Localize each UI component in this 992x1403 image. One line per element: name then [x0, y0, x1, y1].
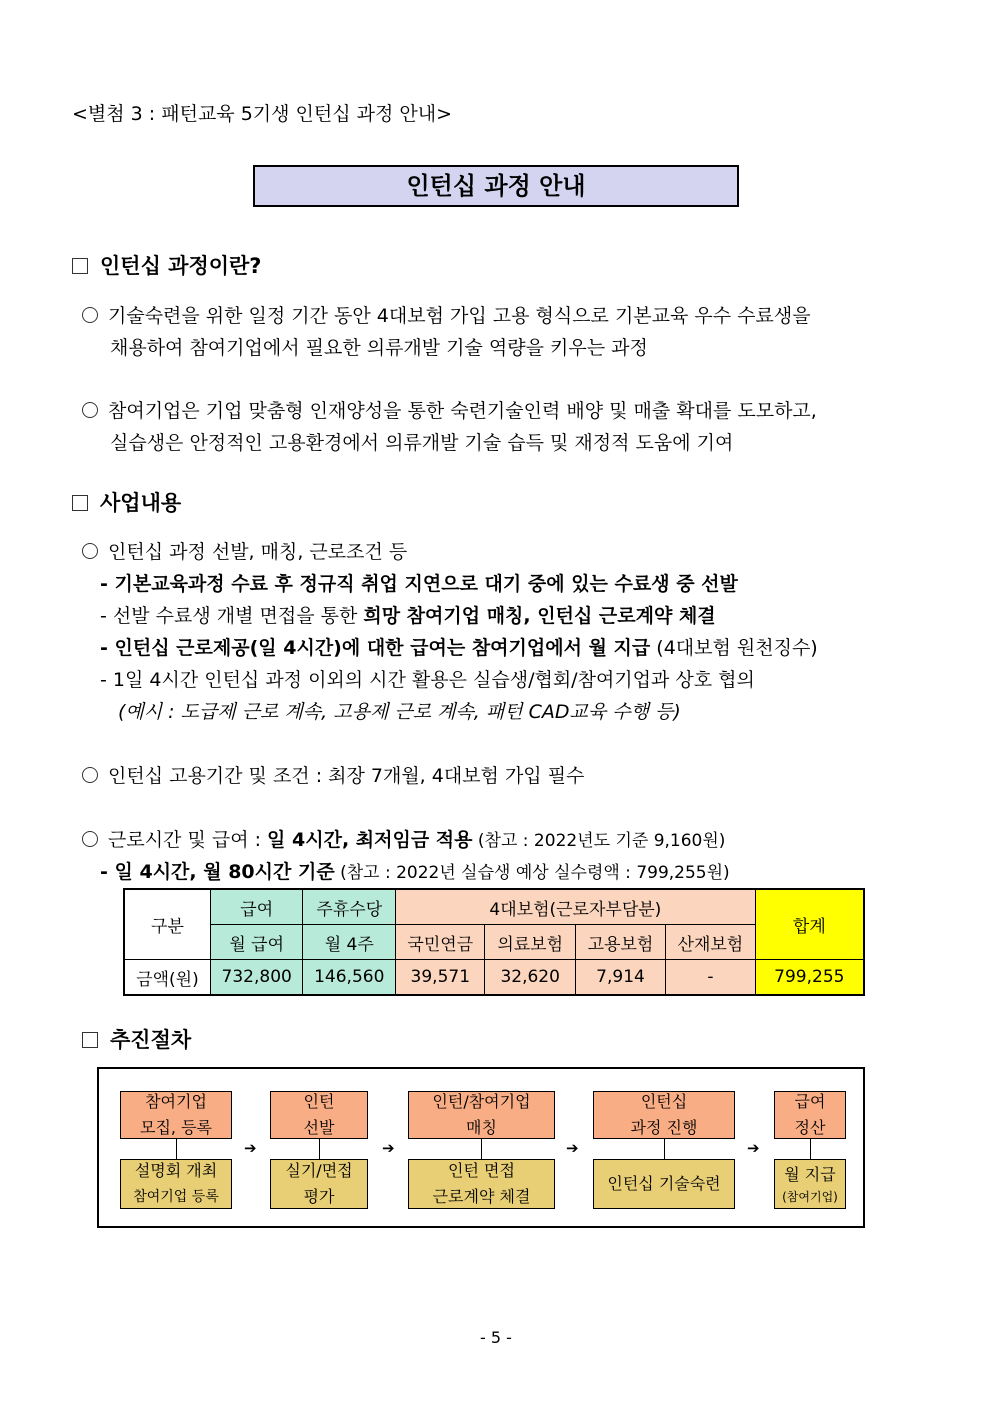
- section2-bullet3-sub: [100, 860, 730, 885]
- connector-line: [176, 1139, 177, 1159]
- section2-heading-text: 사업내용: [100, 491, 182, 515]
- step-text: 참여기업: [145, 1092, 207, 1111]
- row-pension: 39,571: [396, 960, 485, 996]
- sub-note: (참고 : 2022년 실습생 예상 실수령액 : 799,255원): [334, 863, 730, 883]
- row-salary: 732,800: [210, 960, 303, 996]
- step2-bottom-box: [270, 1159, 368, 1209]
- section1-heading-text: 인턴십 과정이란?: [100, 254, 262, 278]
- step-text: 모집, 등록: [140, 1118, 212, 1137]
- step-text: 월 지급: [784, 1165, 836, 1184]
- header-holiday: 주휴수당: [303, 889, 396, 925]
- step-text: 평가: [303, 1187, 335, 1206]
- detail-line-2: [100, 604, 716, 628]
- detail-line-1: - 기본교육과정 수료 후 정규직 취업 지연으로 대기 중에 있는 수료생 중 선발: [100, 573, 738, 595]
- bullet-note: (참고 : 2022년도 기준 9,160원): [472, 831, 726, 851]
- step-text: 정산: [794, 1118, 826, 1137]
- process-flow: [97, 1067, 865, 1228]
- section2-bullet2: [82, 764, 584, 788]
- step-text: 참여기업 등록: [133, 1189, 219, 1205]
- bullet-text: 기술숙련을 위한 일정 기간 동안 4대보험 가입 고용 형식으로 기본교육 우수 수료생을: [108, 305, 811, 327]
- detail-text: (4대보험 원천징수): [650, 637, 818, 659]
- section1-heading: [72, 253, 262, 279]
- step-text: 인턴십 기술숙련: [607, 1174, 721, 1193]
- row-employment: 7,914: [575, 960, 665, 996]
- bullet-bold: 일 4시간, 최저임금 적용: [267, 829, 473, 851]
- header-insurance: 4대보험(근로자부담분): [396, 889, 756, 925]
- step-text: 선발: [303, 1118, 335, 1137]
- sub-pension: 국민연금: [396, 925, 485, 960]
- connector-line: [481, 1139, 482, 1159]
- header-gubun: 구분: [124, 889, 210, 960]
- circle-bullet-icon: [82, 307, 98, 323]
- step-text: 인턴/참여기업: [432, 1092, 531, 1111]
- attachment-heading: <별첨 3 : 패턴교육 5기생 인턴십 과정 안내>: [72, 103, 453, 125]
- arrow-right-icon: ➔: [747, 1139, 760, 1157]
- row-medical: 32,620: [485, 960, 575, 996]
- bullet-text: 참여기업은 기업 맞춤형 인재양성을 통한 숙련기술인력 배양 및 매출 확대를 도모하고,: [108, 400, 817, 422]
- connector-line: [810, 1139, 811, 1159]
- circle-bullet-icon: [82, 543, 98, 559]
- header-salary: 급여: [210, 889, 303, 925]
- step1-top-box: [120, 1091, 232, 1139]
- section2-heading: [72, 490, 181, 516]
- step4-bottom-box: [593, 1159, 735, 1209]
- step-text: 인턴: [303, 1092, 335, 1111]
- step-text: 인턴십: [640, 1092, 688, 1111]
- step-text: 매칭: [466, 1118, 497, 1137]
- step5-top-box: [774, 1091, 846, 1139]
- section3-heading: [82, 1027, 191, 1053]
- detail-bold: 희망 참여기업 매칭, 인턴십 근로계약 체결: [363, 605, 716, 627]
- detail-line-4: - 1일 4시간 인턴십 과정 이외의 시간 활용은 실습생/협회/참여기업과 상호 협의: [100, 669, 755, 691]
- detail-line-3: [100, 636, 818, 660]
- section1-bullet2: [82, 399, 817, 423]
- row-label: 금액(원): [124, 960, 210, 996]
- section1-bullet2-cont: 실습생은 안정적인 고용환경에서 의류개발 기술 습득 및 재정적 도움에 기여: [110, 432, 734, 454]
- circle-bullet-icon: [82, 831, 98, 847]
- checkbox-square-icon: [72, 495, 88, 511]
- circle-bullet-icon: [82, 402, 98, 418]
- header-total: 합계: [755, 889, 864, 960]
- sub-bold: - 일 4시간, 월 80시간 기준: [100, 861, 335, 883]
- arrow-right-icon: ➔: [566, 1139, 579, 1157]
- sub-industrial: 산재보험: [666, 925, 756, 960]
- sub-medical: 의료보험: [485, 925, 575, 960]
- step-text: 과정 진행: [630, 1118, 698, 1137]
- detail-text: - 선발 수료생 개별 면접을 통한: [100, 605, 364, 627]
- page-title: 인턴십 과정 안내: [253, 165, 739, 207]
- step-text: 인턴 면접: [448, 1161, 515, 1180]
- step-text: 설명회 개최: [134, 1161, 218, 1180]
- checkbox-square-icon: [82, 1032, 98, 1048]
- detail-example: (예시 : 도급제 근로 계속, 고용제 근로 계속, 패턴 CAD교육 수행 등): [118, 701, 681, 723]
- arrow-right-icon: ➔: [382, 1139, 395, 1157]
- step4-top-box: [593, 1091, 735, 1139]
- step3-bottom-box: [408, 1159, 555, 1209]
- step-text: 급여: [794, 1092, 826, 1111]
- bullet-text: 인턴십 고용기간 및 조건 : 최장 7개월, 4대보험 가입 필수: [108, 765, 585, 787]
- step-text: 근로계약 체결: [432, 1187, 531, 1206]
- section1-bullet1: [82, 304, 811, 328]
- section2-bullet3: [82, 828, 725, 853]
- step5-bottom-box: [774, 1159, 846, 1209]
- step2-top-box: [270, 1091, 368, 1139]
- sub-holiday: 월 4주: [303, 925, 396, 960]
- connector-line: [664, 1139, 665, 1159]
- step-text: 실기/면접: [285, 1161, 353, 1180]
- sub-salary: 월 급여: [210, 925, 303, 960]
- section2-bullet1: [82, 540, 407, 564]
- circle-bullet-icon: [82, 767, 98, 783]
- section3-heading-text: 추진절차: [110, 1028, 192, 1052]
- connector-line: [319, 1139, 320, 1159]
- step-text: (참여기업): [782, 1190, 838, 1204]
- step1-bottom-box: [120, 1159, 232, 1209]
- arrow-right-icon: ➔: [244, 1139, 257, 1157]
- step3-top-box: [408, 1091, 555, 1139]
- row-industrial: -: [666, 960, 756, 996]
- detail-bold: - 인턴십 근로제공(일 4시간)에 대한 급여는 참여기업에서 월 지급: [100, 637, 651, 659]
- section1-bullet1-cont: 채용하여 참여기업에서 필요한 의류개발 기술 역량을 키우는 과정: [110, 337, 648, 359]
- bullet-text: 근로시간 및 급여 :: [108, 829, 268, 851]
- checkbox-square-icon: [72, 258, 88, 274]
- sub-employment: 고용보험: [575, 925, 665, 960]
- row-holiday: 146,560: [303, 960, 396, 996]
- bullet-text: 인턴십 과정 선발, 매칭, 근로조건 등: [108, 541, 408, 563]
- row-total: 799,255: [755, 960, 864, 996]
- pay-table: [123, 888, 865, 996]
- page-number: - 5 -: [480, 1328, 512, 1347]
